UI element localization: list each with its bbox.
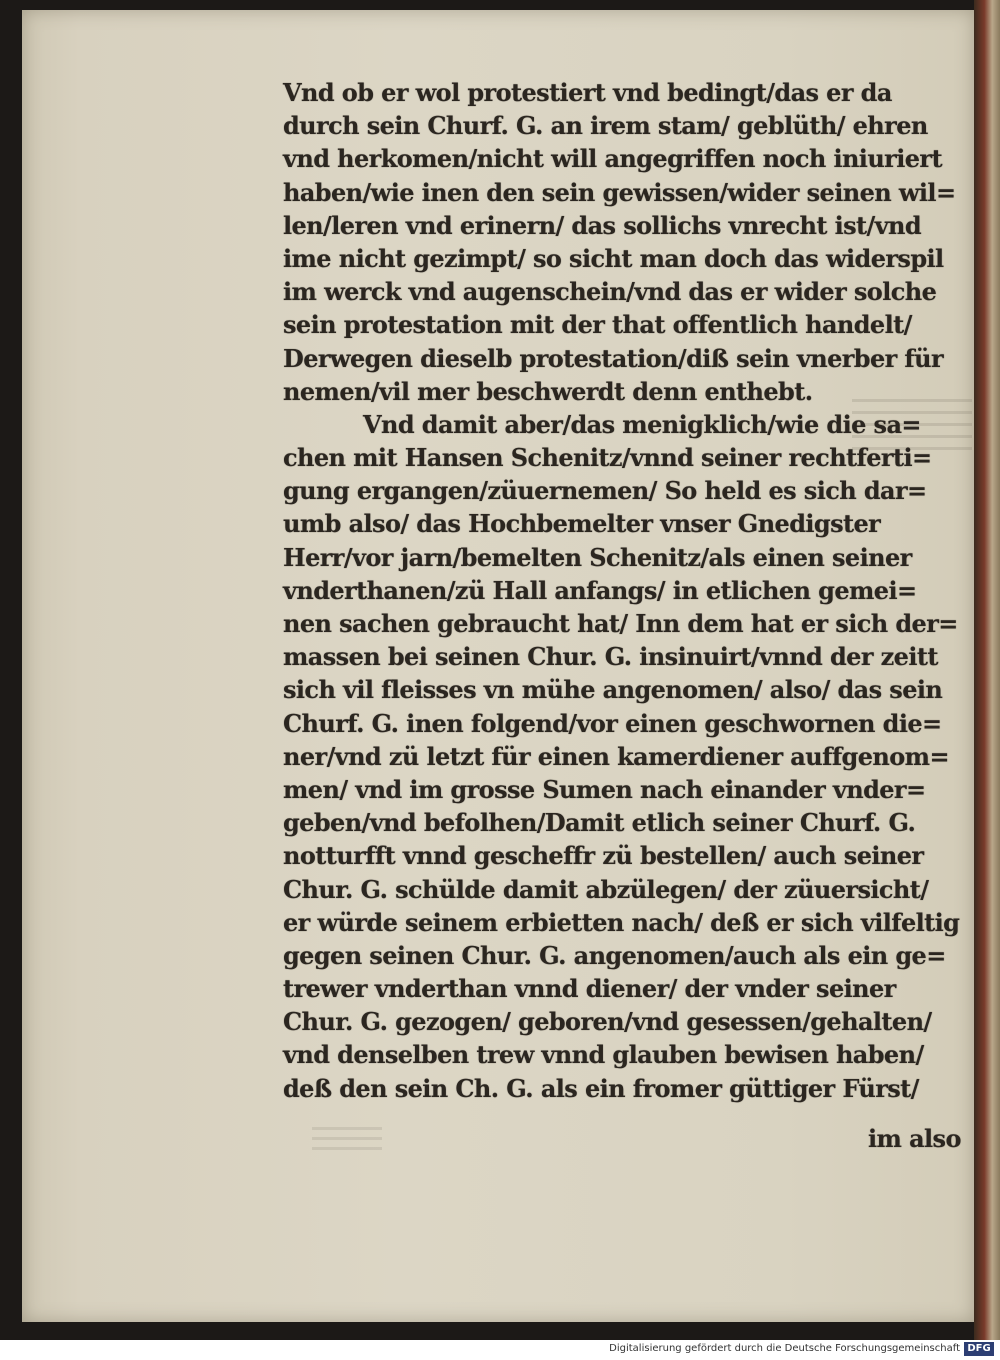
text-line: nemen/vil mer beschwerdt denn enthebt. xyxy=(283,376,813,406)
dfg-logo: DFG xyxy=(964,1342,994,1356)
text-line: notturfft vnnd gescheffr zü bestellen/ auch seiner xyxy=(283,841,924,871)
text-line: Chur. G. gezogen/ geboren/vnd gesessen/gehalten/ xyxy=(283,1007,932,1037)
text-line: nen sachen gebraucht hat/ Inn dem hat er sich der= xyxy=(283,609,958,638)
text-line: ner/vnd zü letzt für einen kamerdiener auffgenom= xyxy=(283,741,949,771)
text-line: ime nicht gezimpt/ so sicht man doch das widerspil xyxy=(283,243,944,273)
body-text xyxy=(283,76,973,1105)
catchword: im also xyxy=(868,1124,961,1153)
text-line: men/ vnd im grosse Sumen nach einander vnder= xyxy=(283,774,926,804)
text-line: er würde seinem erbietten nach/ deß er sich vilfeltig xyxy=(283,907,960,937)
text-line: massen bei seinen Chur. G. insinuirt/vnnd der zeitt xyxy=(283,642,938,672)
text-line: im werck vnd augenschein/vnd das er wider solche xyxy=(283,277,937,307)
text-line: durch sein Churf. G. an irem stam/ geblüth/ ehren xyxy=(283,111,928,141)
text-line: geben/vnd befolhen/Damit etlich seiner Churf. G. xyxy=(283,808,916,838)
page-edge xyxy=(974,0,1000,1340)
ink-bleed-through-lower xyxy=(312,1120,382,1150)
text-line: sein protestation mit der that offentlich handelt/ xyxy=(283,310,912,340)
text-line: Chur. G. schülde damit abzülegen/ der züuersicht/ xyxy=(283,874,929,904)
text-line: sich vil fleisses vn mühe angenomen/ also/ das sein xyxy=(283,675,943,705)
text-line: vnderthanen/zü Hall anfangs/ in etlichen gemei= xyxy=(283,575,917,605)
text-line: trewer vnderthan vnnd diener/ der vnder seiner xyxy=(283,974,896,1004)
text-line: umb also/ das Hochbemelter vnser Gnedigster xyxy=(283,509,881,539)
text-line: vnd denselben trew vnnd glauben bewisen haben/ xyxy=(283,1040,924,1070)
text-line: Derwegen dieselb protestation/diß sein vnerber für xyxy=(283,343,944,373)
funding-credit: Digitalisierung gefördert durch die Deutsche Forschungsgemeinschaft xyxy=(609,1343,960,1354)
text-line: deß den sein Ch. G. als ein fromer güttiger Fürst/ xyxy=(283,1073,919,1103)
text-line: Vnd damit aber/das menigklich/wie die sa= xyxy=(363,409,921,439)
text-line: Herr/vor jarn/bemelten Schenitz/als einen seiner xyxy=(283,542,912,572)
text-line: gung ergangen/züuernemen/ So held es sich dar= xyxy=(283,476,927,506)
text-line: len/leren vnd erinern/ das sollichs vnrecht ist/vnd xyxy=(283,210,922,240)
text-line: vnd herkomen/nicht will angegriffen noch iniuriert xyxy=(283,144,942,174)
text-line: haben/wie inen den sein gewissen/wider seinen wil= xyxy=(283,177,956,207)
text-line: Churf. G. inen folgend/vor einen geschwornen die= xyxy=(283,708,942,738)
text-line: gegen seinen Chur. G. angenomen/auch als ein ge= xyxy=(283,940,946,970)
text-line: Vnd ob er wol protestiert vnd bedingt/das er da xyxy=(283,78,892,107)
text-line: chen mit Hansen Schenitz/vnnd seiner rechtferti= xyxy=(283,443,932,473)
